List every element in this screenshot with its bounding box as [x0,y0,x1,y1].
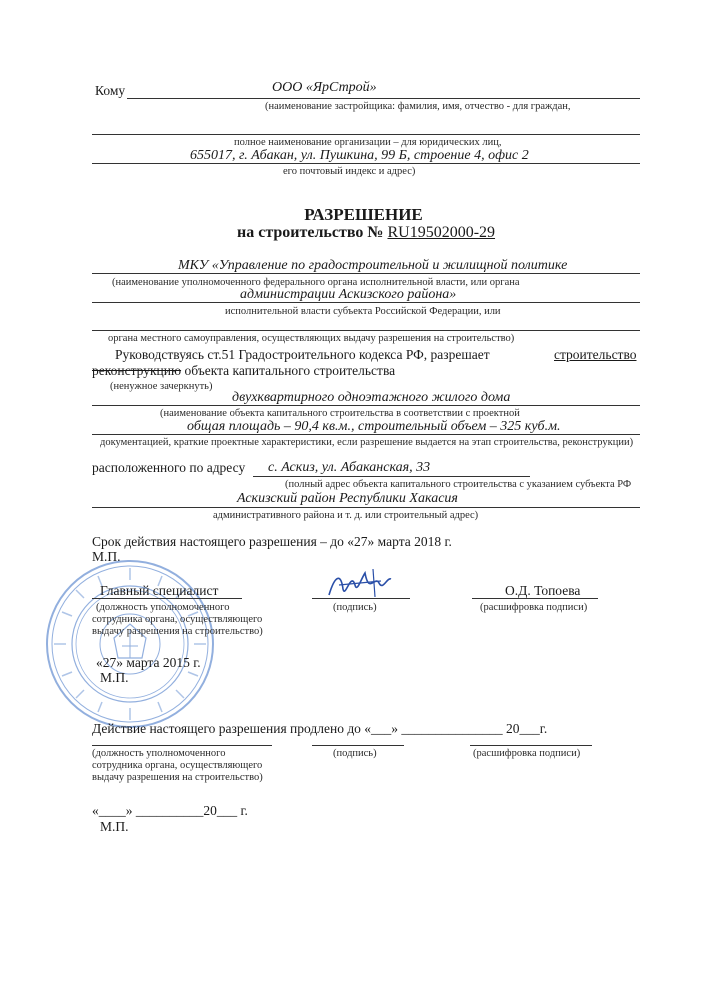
issuer-name-1: МКУ «Управление по градостроительной и жилищной политике [178,258,568,273]
permit-number-line [237,224,495,242]
recipient-hint-3: его почтовый индекс и адрес) [283,166,416,177]
extension-date: «____» __________20___ г. [92,803,248,818]
object-specs: общая площадь – 90,4 кв.м., строительный объем – 325 куб.м. [187,419,561,434]
validity-text: Срок действия настоящего разрешения – до «27» марта 2018 г. [92,534,452,549]
extension-position-hint-1: (должность уполномоченного [92,748,226,759]
location-district: Аскизский район Республики Хакасия [237,491,458,506]
location-address: с. Аскиз, ул. Абаканская, 33 [268,460,431,475]
signature-hint: (подпись) [333,602,377,613]
extension-name-line [470,745,592,746]
recipient-hint-2: полное наименование организации – для юридических лиц, [234,137,502,148]
extension-name-hint: (расшифровка подписи) [473,748,581,759]
body-text-line-2 [92,363,395,379]
body-text-2: объекта капитального строительства [184,363,396,378]
object-hint-1: (наименование объекта капитального строительства в соответствии с проектной [160,408,520,419]
location-label: расположенного по адресу [92,460,246,475]
strike-hint: (ненужное зачеркнуть) [110,381,213,392]
extension-signature-hint: (подпись) [333,748,377,759]
extension-position-line [92,745,272,746]
construction-option: строительство [554,347,637,362]
permit-number-prefix: на строительство № [237,224,384,241]
issuer-hint-3: органа местного самоуправления, осуществляющих выдачу разрешения на строительство) [108,333,515,344]
body-text-1: Руководствуясь ст.51 Градостроительного кодекса РФ, разрешает [115,347,490,362]
issuer-hint-2: исполнительной власти субъекта Российской Федерации, или [225,306,501,317]
signatory-position-hint-1: (должность уполномоченного [96,602,230,613]
validity-mp: М.П. [92,549,121,564]
recipient-line [127,98,640,99]
extension-position-hint-2: сотрудника органа, осуществляющего [92,760,263,771]
recipient-line-2 [92,134,640,135]
issuer-name-2: администрации Аскизского района» [240,287,457,302]
issuer-hint-1: (наименование уполномоченного федерального органа исполнительной власти, или органа [112,277,520,288]
extension-position-hint-3: выдачу разрешения на строительство) [92,772,263,783]
extension-text: Действие настоящего разрешения продлено до «___» _______________ 20___г. [92,721,548,736]
recipient-label: Кому [95,83,126,98]
signatory-name-hint: (расшифровка подписи) [480,602,588,613]
location-line-1 [253,476,530,477]
signature-icon [325,565,395,603]
signatory-position-hint-3: выдачу разрешения на строительство) [92,626,263,637]
signatory-name: О.Д. Топоева [505,583,581,598]
location-hint-2: административного района и т. д. или строительный адрес) [213,510,479,521]
object-name: двухквартирного одноэтажного жилого дома [232,390,511,405]
extension-signature-line [312,745,404,746]
location-hint-1: (полный адрес объекта капитального строительства с указанием субъекта РФ [285,479,632,490]
issuer-line-3 [92,330,640,331]
signatory-mp: М.П. [100,670,129,685]
recipient-address: 655017, г. Абакан, ул. Пушкина, 99 Б, строение 4, офис 2 [190,148,529,163]
signatory-date: «27» марта 2015 г. [96,655,201,670]
location-line-2 [92,507,640,508]
document-title: РАЗРЕШЕНИЕ [304,205,423,224]
reconstruction-option: реконструкцию [92,363,182,378]
permit-number: RU19502000-29 [387,224,496,241]
signatory-position-hint-2: сотрудника органа, осуществляющего [92,614,263,625]
recipient-name: ООО «ЯрСтрой» [272,80,377,95]
recipient-hint-1: (наименование застройщика: фамилия, имя, отчество - для граждан, [265,101,571,112]
signatory-position: Главный специалист [100,583,219,598]
object-hint-2: документацией, краткие проектные характеристики, если разрешение выдается на этап строительства, реконструкции) [100,437,634,448]
extension-mp: М.П. [100,819,129,834]
